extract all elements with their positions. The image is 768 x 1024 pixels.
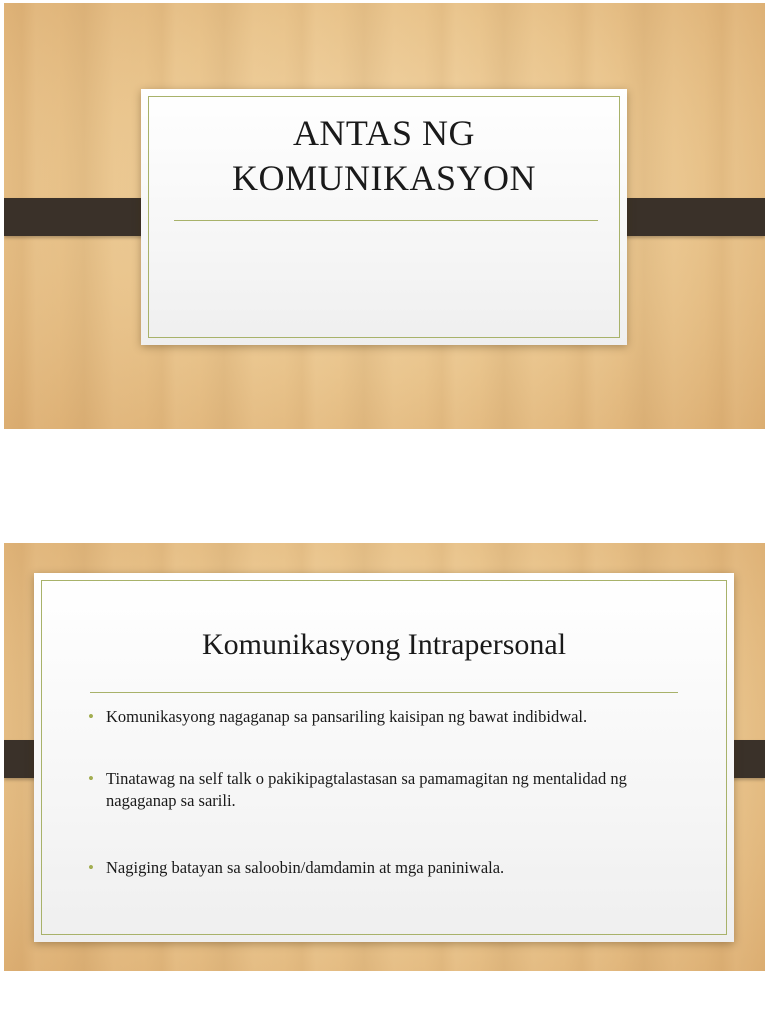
- bullet-item: • Komunikasyong nagaganap sa pansariling kaisipan ng bawat indibidwal.: [88, 707, 588, 726]
- title-card: [141, 89, 627, 345]
- bullet-icon: •: [88, 858, 94, 877]
- bullet-icon: •: [88, 769, 94, 788]
- heading-divider: [90, 692, 678, 693]
- slide-title: ANTAS NG KOMUNIKASYON: [231, 113, 536, 198]
- bullet-item: • Nagiging batayan sa saloobin/damdamin at mga paniniwala.: [88, 858, 505, 877]
- title-slide: [4, 3, 765, 429]
- right-strap: [612, 198, 765, 236]
- left-strap: [4, 198, 159, 236]
- content-slide: [4, 543, 765, 971]
- bullet-icon: •: [88, 707, 94, 726]
- title-divider: [174, 220, 598, 221]
- slide-heading: Komunikasyong Intrapersonal: [201, 628, 567, 661]
- bullet-item: • Tinatawag na self talk o pakikipagtalastasan sa pamamagitan ng mentalidad ng nagaganap sa sarili.: [88, 769, 627, 810]
- content-card: [34, 573, 734, 942]
